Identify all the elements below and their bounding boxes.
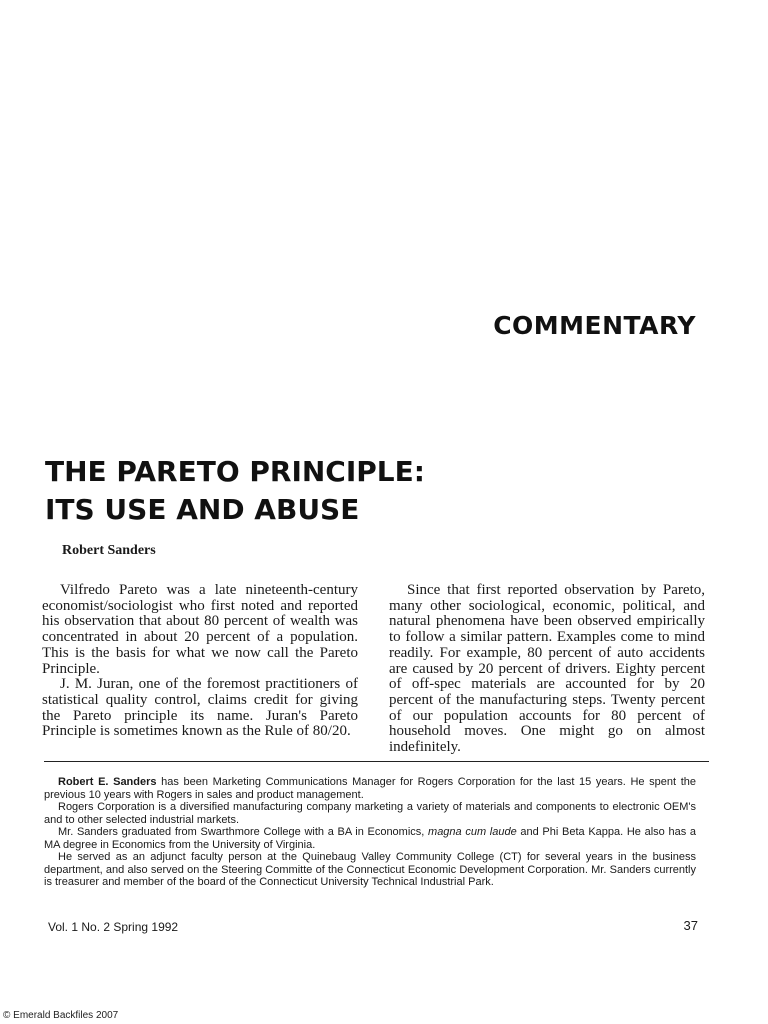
- article-title-line-1: THE PARETO PRINCIPLE:: [45, 455, 425, 488]
- bio-text: Mr. Sanders graduated from Swarthmore College with a BA in Economics,: [58, 826, 429, 838]
- bio-paragraph: [44, 826, 696, 851]
- author-bio: [44, 776, 696, 889]
- bio-paragraph: Rogers Corporation is a diversified manufacturing company marketing a variety of materials and components to electronic OEM's and to other selected industrial markets.: [44, 801, 696, 826]
- body-paragraph: J. M. Juran, one of the foremost practitioners of statistical quality control, claims credit for giving the Pareto principle its name. Juran's Pareto Principle is sometimes known as the Rule of 80/20.: [42, 676, 358, 740]
- bio-author-name: Robert E. Sanders: [58, 776, 157, 788]
- issue-info: Vol. 1 No. 2 Spring 1992: [48, 920, 179, 934]
- body-paragraph: Since that first reported observation by Pareto, many other sociological, economic, political, and natural phenomena have been observed empirically to follow a similar pattern. Examples come to mind readily. For example, 80 percent of auto accidents are caused by 20 percent of drivers. Eighty percent of off-spec materials are accounted for by 20 percent of the manufacturing steps. Twenty percent of our population accounts for 80 percent of household moves. One might go on almost indefinitely.: [389, 582, 705, 756]
- article-title-line-2: ITS USE AND ABUSE: [45, 493, 360, 526]
- bio-text: has been Marketing Communications Manager for Rogers Corporation for the last 15 years. He spent the previous 10 years with Rogers in sales and product management.: [44, 776, 697, 801]
- author-name: Robert Sanders: [62, 543, 156, 558]
- footnote-divider: [44, 761, 709, 762]
- bio-paragraph: [44, 776, 696, 801]
- page-number: 37: [683, 918, 698, 933]
- bio-honors-italic: magna cum laude: [428, 826, 517, 838]
- bio-paragraph: He served as an adjunct faculty person at the Quinebaug Valley Community College (CT) for several years in the business department, and also served on the Steering Committe of the Connecticut Economic Development Corporation. Mr. Sanders currently is treasurer and member of the board of the Connecticut University Technical Industrial Park.: [44, 851, 696, 888]
- body-column-right: [389, 583, 705, 756]
- article-title: [45, 453, 425, 529]
- body-column-left: [42, 583, 358, 740]
- bio-text: and Phi Beta Kappa. He also has a MA degree in Economics from the University of Virginia.: [44, 826, 696, 851]
- section-label: COMMENTARY: [493, 311, 696, 340]
- body-paragraph: Vilfredo Pareto was a late nineteenth-century economist/sociologist who first noted and reported his observation that about 80 percent of wealth was concentrated in about 20 percent of a population. This is the basis for what we now call the Pareto Principle.: [42, 582, 358, 677]
- copyright-notice: © Emerald Backfiles 2007: [3, 1010, 119, 1021]
